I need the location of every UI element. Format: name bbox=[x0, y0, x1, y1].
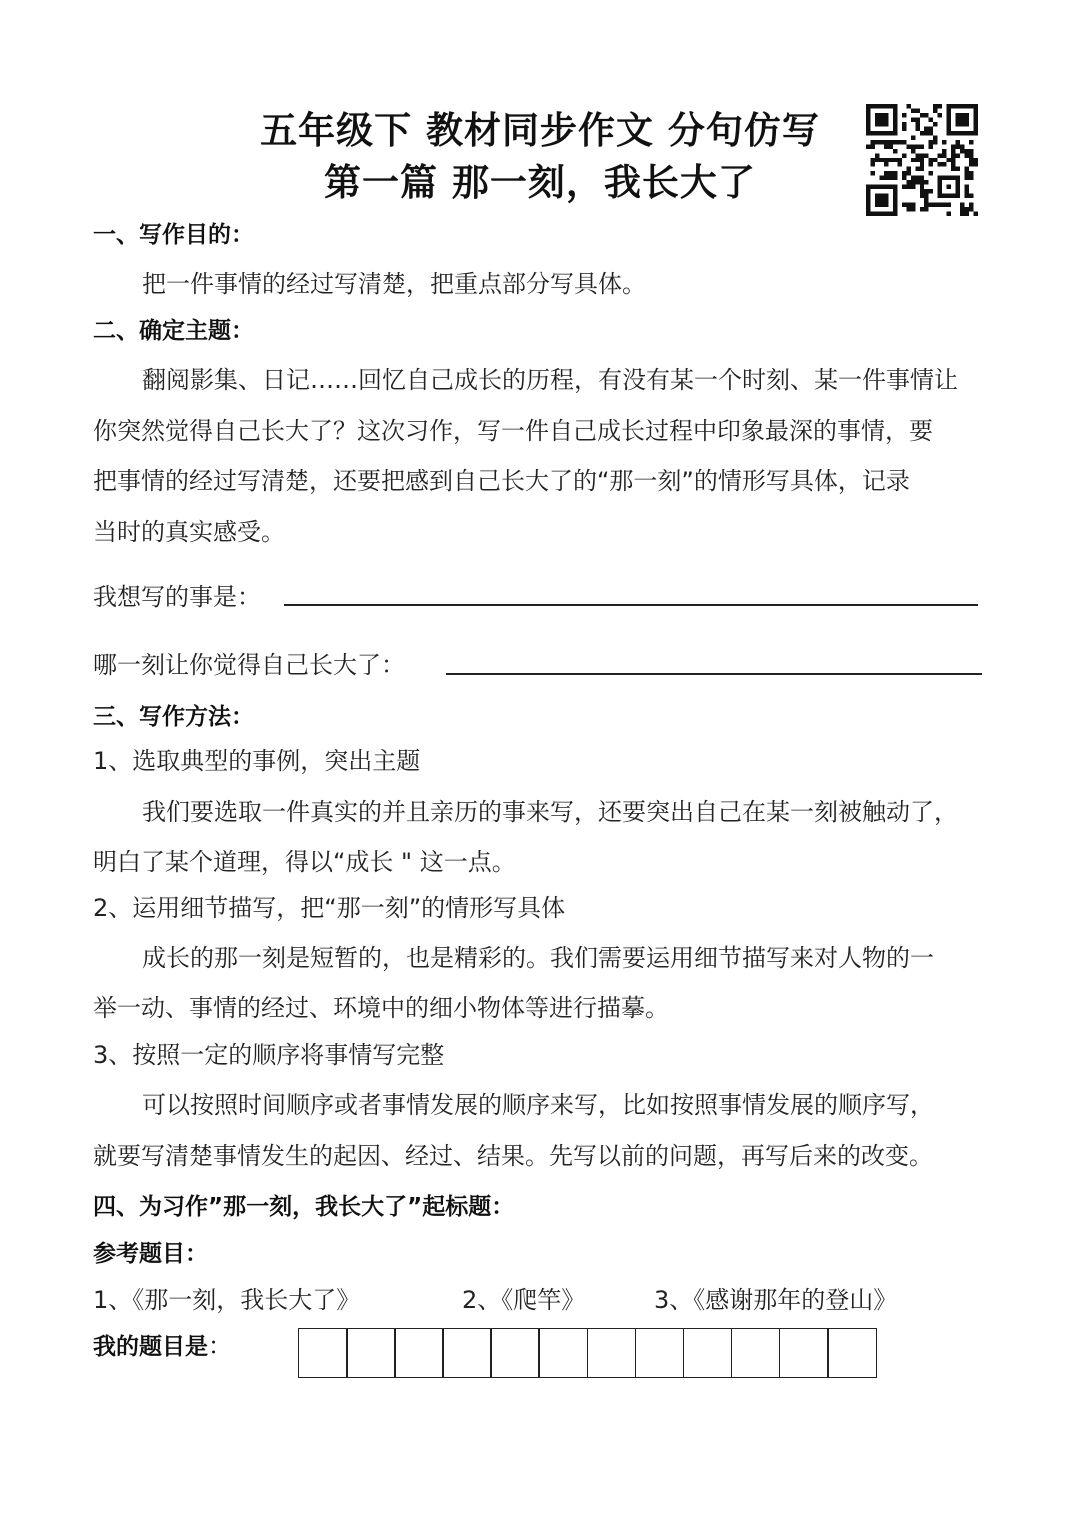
title-char-box[interactable] bbox=[731, 1328, 781, 1378]
reference-title-3: 3、《感谢那年的登山》 bbox=[654, 1286, 898, 1314]
theme-line-2: 你突然觉得自己长大了？这次习作，写一件自己成长过程中印象最深的事情，要 bbox=[93, 417, 933, 445]
my-title-colon: ： bbox=[208, 1332, 232, 1360]
title-char-box[interactable] bbox=[779, 1328, 829, 1378]
my-title-label-row bbox=[93, 1326, 232, 1361]
title-char-box[interactable] bbox=[538, 1328, 588, 1378]
title-char-box[interactable] bbox=[394, 1328, 444, 1378]
my-title-label: 我的题目是 bbox=[93, 1334, 208, 1360]
title-char-box[interactable] bbox=[346, 1328, 396, 1378]
method-1-title: 1、选取典型的事例，突出主题 bbox=[93, 747, 421, 775]
method-3-line-1: 可以按照时间顺序或者事情发展的顺序来写，比如按照事情发展的顺序写， bbox=[142, 1091, 934, 1119]
page-title: 五年级下 教材同步作文 分句仿写 bbox=[260, 109, 820, 152]
reference-title-2: 2、《爬竿》 bbox=[462, 1286, 586, 1314]
prompt-moment-answer-line[interactable] bbox=[446, 673, 982, 675]
prompt-event-label: 我想写的事是： bbox=[93, 583, 261, 611]
title-char-box[interactable] bbox=[827, 1328, 877, 1378]
section-heading-theme: 二、确定主题： bbox=[93, 318, 254, 344]
section-heading-purpose: 一、写作目的： bbox=[93, 222, 254, 248]
theme-line-3: 把事情的经过写清楚，还要把感到自己长大了的“那一刻”的情形写具体，记录 bbox=[93, 467, 910, 495]
theme-line-1: 翻阅影集、日记……回忆自己成长的历程，有没有某一个时刻、某一件事情让 bbox=[142, 366, 958, 394]
title-char-box[interactable] bbox=[587, 1328, 637, 1378]
purpose-text: 把一件事情的经过写清楚，把重点部分写具体。 bbox=[142, 270, 646, 298]
title-char-box[interactable] bbox=[635, 1328, 685, 1378]
qr-code-icon[interactable] bbox=[866, 104, 978, 216]
title-answer-boxes bbox=[298, 1328, 877, 1378]
title-char-box[interactable] bbox=[298, 1328, 348, 1378]
title-char-box[interactable] bbox=[683, 1328, 733, 1378]
theme-line-4: 当时的真实感受。 bbox=[93, 518, 285, 546]
method-3-title: 3、按照一定的顺序将事情写完整 bbox=[93, 1041, 445, 1069]
title-char-box[interactable] bbox=[442, 1328, 492, 1378]
reference-label: 参考题目： bbox=[93, 1241, 208, 1267]
method-2-line-1: 成长的那一刻是短暂的，也是精彩的。我们需要运用细节描写来对人物的一 bbox=[142, 944, 934, 972]
page-subtitle: 第一篇 那一刻，我长大了 bbox=[324, 161, 756, 204]
prompt-moment-label: 哪一刻让你觉得自己长大了： bbox=[93, 651, 405, 679]
prompt-event-answer-line[interactable] bbox=[284, 604, 978, 606]
method-3-line-2: 就要写清楚事情发生的起因、经过、结果。先写以前的问题，再写后来的改变。 bbox=[93, 1142, 933, 1170]
title-char-box[interactable] bbox=[490, 1328, 540, 1378]
method-2-line-2: 举一动、事情的经过、环境中的细小物体等进行描摹。 bbox=[93, 994, 669, 1022]
section-heading-method: 三、写作方法： bbox=[93, 704, 254, 730]
section-heading-title: 四、为习作”那一刻，我长大了”起标题： bbox=[93, 1194, 515, 1220]
reference-title-1: 1、《那一刻，我长大了》 bbox=[93, 1286, 361, 1314]
method-1-line-2: 明白了某个道理，得以“成长 " 这一点。 bbox=[93, 848, 516, 876]
method-2-title: 2、运用细节描写，把“那一刻”的情形写具体 bbox=[93, 894, 566, 922]
method-1-line-1: 我们要选取一件真实的并且亲历的事来写，还要突出自己在某一刻被触动了， bbox=[142, 798, 958, 826]
